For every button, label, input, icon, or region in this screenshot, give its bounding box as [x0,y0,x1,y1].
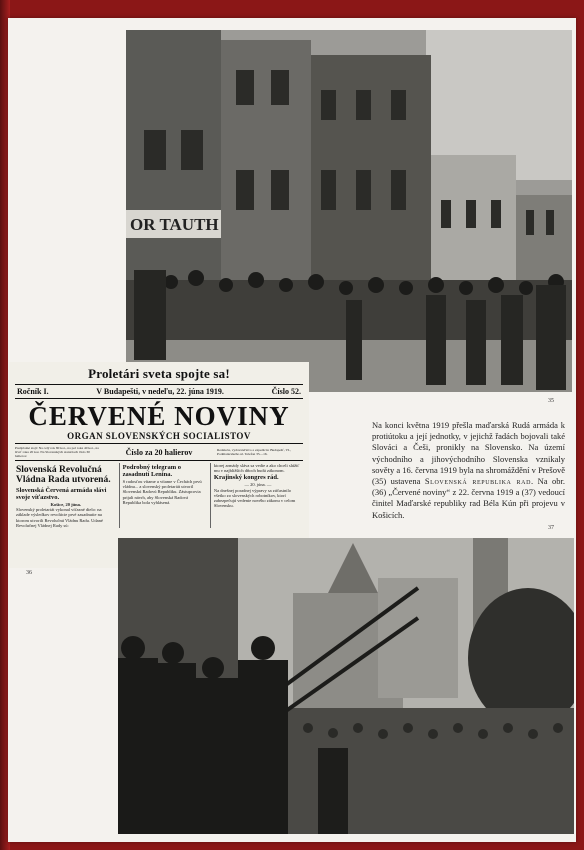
newspaper-info-row [9,446,309,458]
issue-number: Číslo 52. [271,387,301,396]
column-1 [13,463,120,528]
newspaper-columns [13,463,305,528]
subscription-info: Predplatné stojí: Na celý rok 80 kor., na pol roka 40 kor., na štvrť roka 20 kor. Na Slovenských staniciach číslo 30 halierov. [15,446,99,458]
caption-text [372,420,565,521]
newspaper-motto: Proletári sveta spojte sa! [88,366,230,381]
caption-part-2: . Na obr. (36) „Červené noviny“ z 22. června 1919 a (37) vedoucí činitel Maďarské republiky rad Béla Kún při projevu v Košicích. [372,476,565,520]
photo-crowd-street [126,30,572,392]
year-label: Ročník I. [17,387,49,396]
column-1-lead: Košice, 20 júna. [50,502,82,507]
price-label: Číslo za 20 halierov [125,447,193,457]
column-3-headline: Krajinský kongres rád. [213,474,279,482]
page-number-35: 35 [548,398,554,404]
dateline: V Budapešti, v nedeľu, 22. júna 1919. [96,387,224,396]
column-2-body: S radosťou vítame a vítame v Čechách prvú vládnu... a slovenský proletariát utvoril Slovenskú Radovú Republiku. Zástupcovia prijali návrh, aby Slovenská Radová Republika bola vyhlásená. [122,479,202,505]
column-2 [120,463,211,528]
newspaper-title: ČERVENÉ NOVINY [28,401,290,431]
caption-republic-name: Slovenská republika rad [424,476,532,487]
shop-sign-text: OR TAUTH [130,215,219,234]
photo-speech-crowd-image [118,538,574,834]
main-headline: Slovenská Revolučná Vládna Rada utvorená. [16,465,111,485]
column-3-lead: ktorej armády sláva sa vedie a ako chceli slúžiť mu v najbližších dňoch budú zákonom. [213,463,300,474]
newspaper-dateline-row [9,387,309,396]
page-number-36: 36 [26,570,32,576]
column-2-headline: Podrobný telegram o zasadnutí Lenina. [122,464,181,478]
column-3-body: Na dnešnej poradnej výpravy sa zúčastnilo všetko zo slovenských robotníkov, ktorí zabezpečujú vedenie nového zákonu v celom Slovensku. [213,487,296,509]
photo-crowd-street-image [126,30,572,392]
divider [15,398,303,399]
editorial-info: Redakcia, vydavateľstvo a expedícia: Budapešť, VI., Podmaniczkého ul. Telefon 35—16. [217,448,291,456]
headline-subtitle: Slovenská Červená armáda slávi svoje víťazstvo. [16,487,107,501]
caption-part-1: Na konci května 1919 přešla maďarská Rudá armáda k protiútoku a její jednotky, v jejichž řadách bojovali také Slováci a Češi, pronikly na Slovensko. Na území východního a jihovýchodního Slovenska vznikaly sověty a 16. června 1919 byla na shromáždění v Prešově (35) ustavena [372,420,565,487]
divider [15,460,303,461]
column-3 [211,463,305,528]
divider [15,384,303,385]
photo-speech-crowd [118,538,574,834]
column-1-body: Slovenský proletariát vykonal víťazné dielo: na základe výsledkov revolúcie prvé zasadnutie na ktorom utvorili Revolučnú Vládnu Radu. Udané Revolučnej Vládnej Rady sú: [16,507,103,528]
column-3-date: — 20. júna. — [244,482,272,488]
newspaper-organ: ORGAN SLOVENSKÝCH SOCIALISTOV [67,431,251,441]
page-number-37: 37 [548,525,554,531]
divider [15,443,303,444]
